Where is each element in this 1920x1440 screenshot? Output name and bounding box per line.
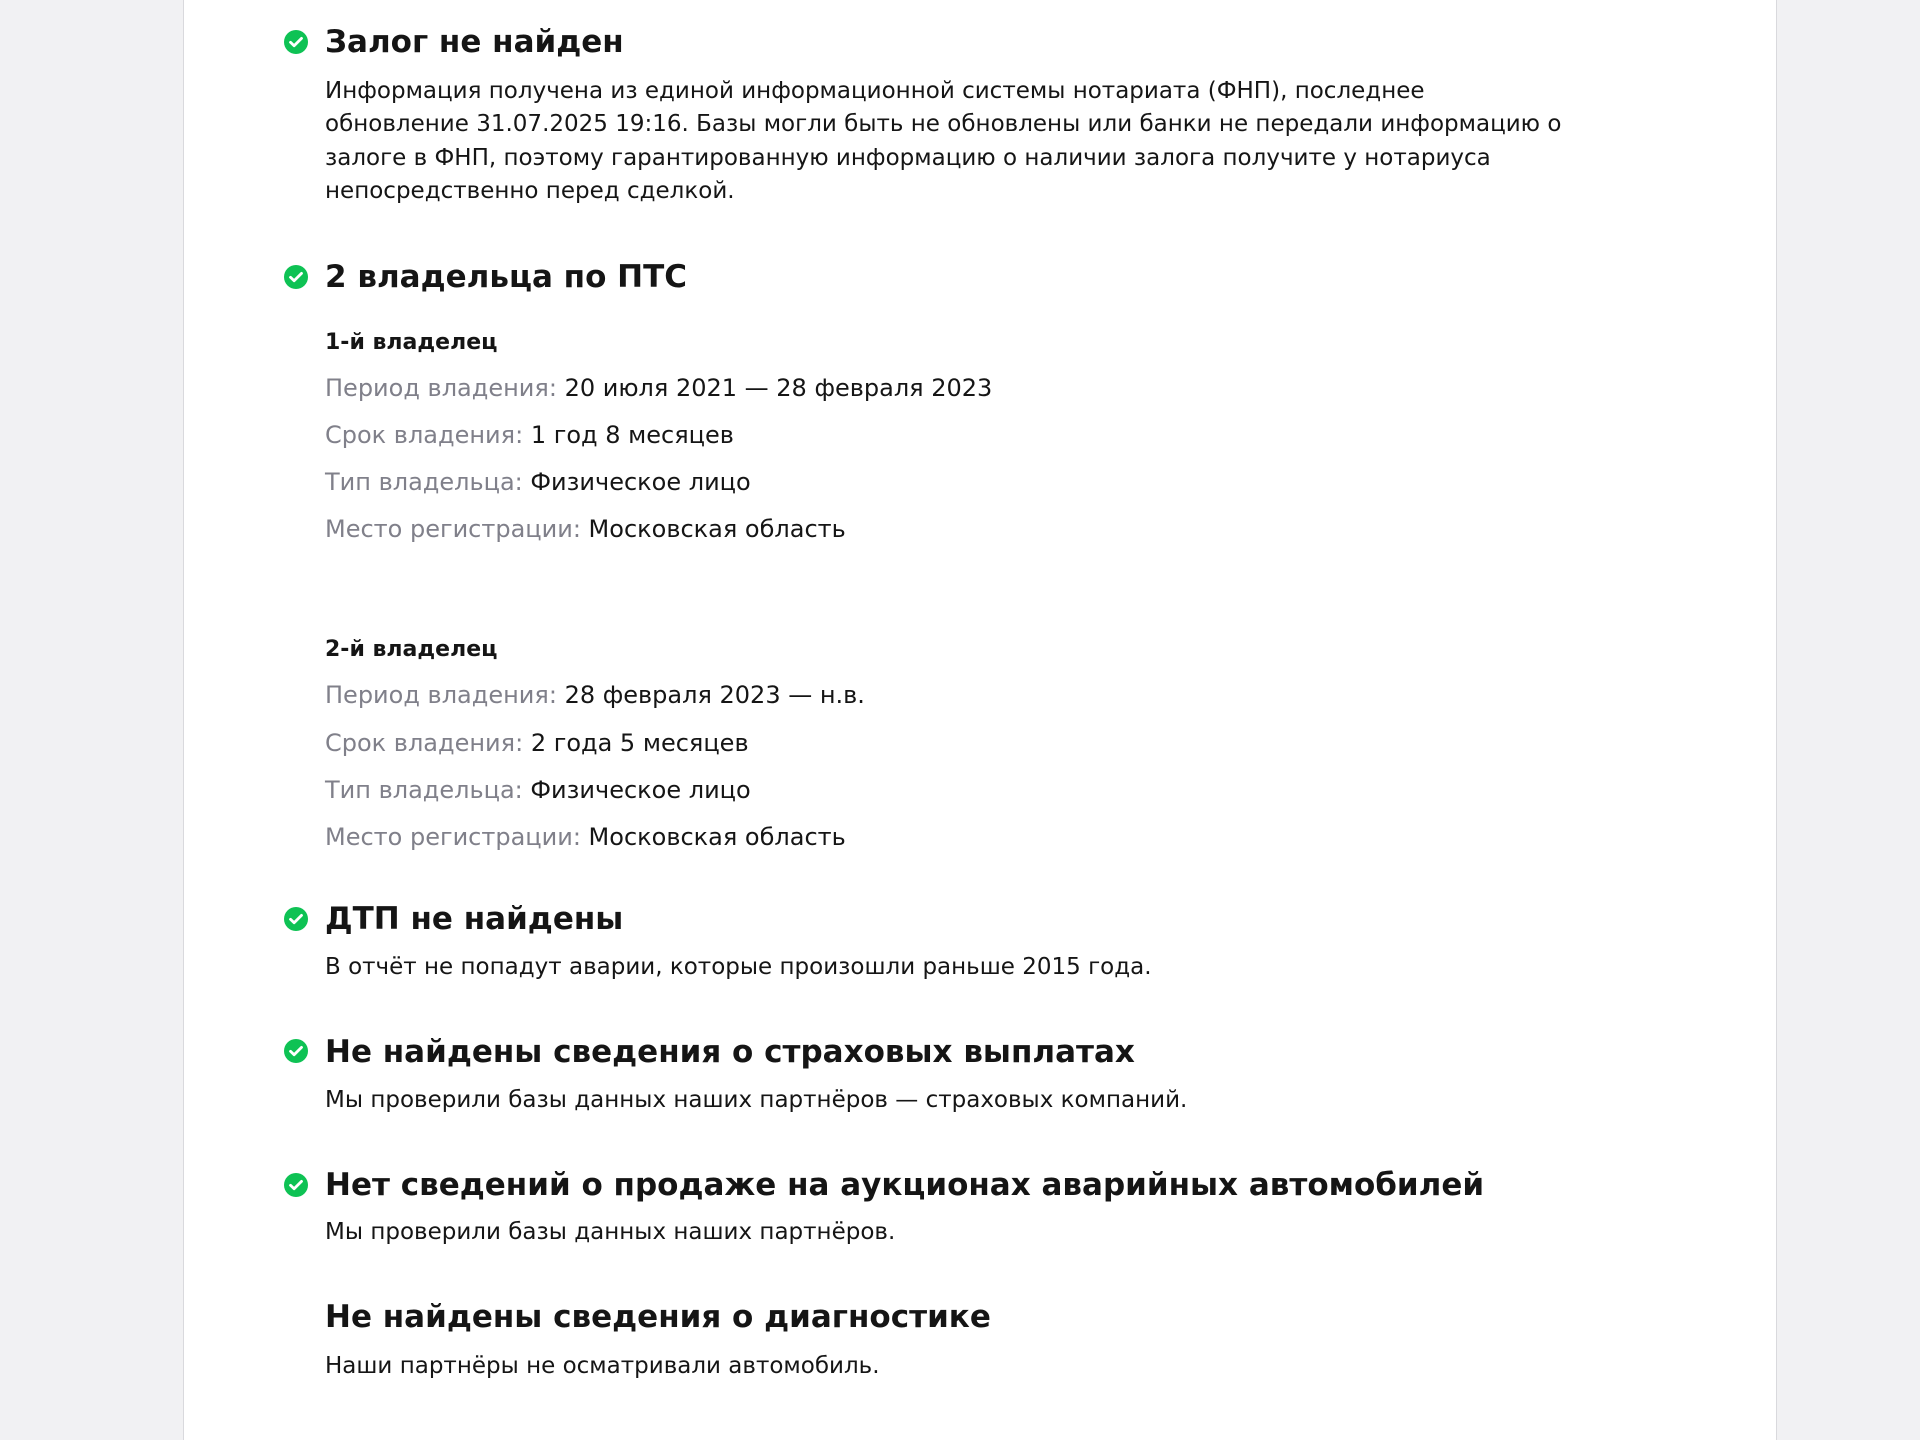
- check-circle-icon: [284, 265, 308, 289]
- row-label: Срок владения:: [325, 421, 524, 449]
- pledge-line-3: залоге в ФНП, поэтому гарантированную информацию о наличии залога получите у нотариуса: [325, 145, 1491, 171]
- owner-2-region: [325, 821, 846, 853]
- row-label: Период владения:: [325, 374, 557, 402]
- check-circle-icon: [284, 1039, 308, 1063]
- row-label: Тип владельца:: [325, 468, 523, 496]
- row-value: Московская область: [588, 515, 846, 543]
- owner-2-duration: [325, 727, 749, 759]
- owner-2-heading: 2-й владелец: [325, 637, 498, 662]
- accidents-title: ДТП не найдены: [325, 901, 624, 937]
- row-value: 20 июля 2021 — 28 февраля 2023: [564, 374, 993, 402]
- owner-1-region: [325, 513, 846, 545]
- row-label: Место регистрации:: [325, 823, 581, 851]
- row-label: Тип владельца:: [325, 776, 523, 804]
- row-label: Период владения:: [325, 681, 557, 709]
- row-value: 2 года 5 месяцев: [530, 729, 749, 757]
- owner-2-period: [325, 679, 865, 711]
- auctions-text: Мы проверили базы данных наших партнёров.: [325, 1219, 896, 1245]
- auctions-title: Нет сведений о продаже на аукционах аварийных автомобилей: [325, 1167, 1485, 1203]
- row-value: Физическое лицо: [530, 776, 751, 804]
- pledge-line-1: Информация получена из единой информационной системы нотариата (ФНП), последнее: [325, 78, 1425, 104]
- row-value: 1 год 8 месяцев: [530, 421, 734, 449]
- check-circle-icon: [284, 30, 308, 54]
- row-value: Московская область: [588, 823, 846, 851]
- owner-1-heading: 1-й владелец: [325, 330, 498, 355]
- pledge-title: Залог не найден: [325, 24, 624, 60]
- insurance-text: Мы проверили базы данных наших партнёров — страховых компаний.: [325, 1087, 1188, 1113]
- owners-title: 2 владельца по ПТС: [325, 259, 688, 295]
- diagnostics-text: Наши партнёры не осматривали автомобиль.: [325, 1353, 880, 1379]
- diagnostics-title: Не найдены сведения о диагностике: [325, 1299, 991, 1335]
- insurance-title: Не найдены сведения о страховых выплатах: [325, 1034, 1135, 1070]
- accidents-text: В отчёт не попадут аварии, которые произошли раньше 2015 года.: [325, 954, 1152, 980]
- row-label: Место регистрации:: [325, 515, 581, 543]
- check-circle-icon: [284, 907, 308, 931]
- owner-1-duration: [325, 419, 734, 451]
- owner-1-type: [325, 466, 751, 498]
- report-card: [183, 0, 1777, 1440]
- row-value: 28 февраля 2023 — н.в.: [564, 681, 865, 709]
- owner-1-period: [325, 372, 992, 404]
- pledge-line-2: обновление 31.07.2025 19:16. Базы могли быть не обновлены или банки не передали информацию о: [325, 111, 1562, 137]
- check-circle-icon: [284, 1173, 308, 1197]
- row-value: Физическое лицо: [530, 468, 751, 496]
- pledge-line-4: непосредственно перед сделкой.: [325, 178, 735, 204]
- row-label: Срок владения:: [325, 729, 524, 757]
- owner-2-type: [325, 774, 751, 806]
